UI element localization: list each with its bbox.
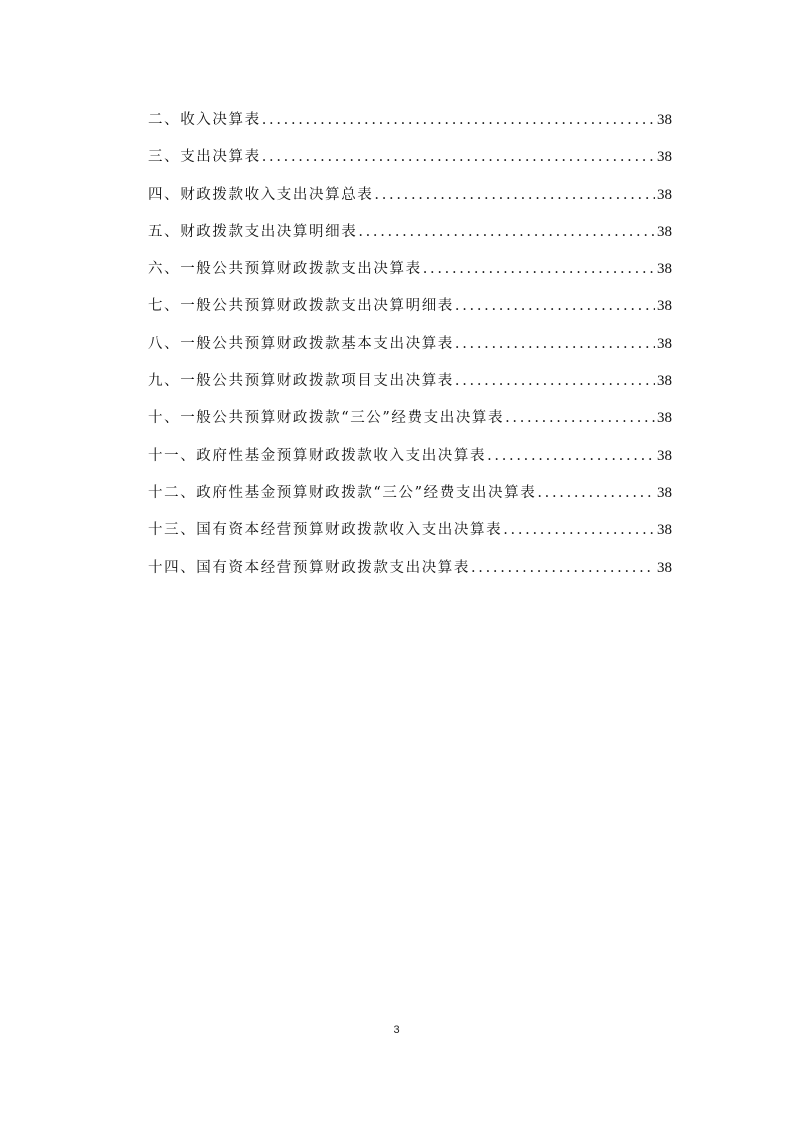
toc-entry[interactable] [148, 481, 672, 518]
toc-entry[interactable] [148, 332, 672, 369]
toc-entry-page: 38 [657, 112, 672, 128]
toc-entry-page: 38 [657, 298, 672, 315]
toc-entry-page: 38 [657, 261, 672, 278]
toc-dot-leader [455, 369, 655, 393]
table-of-contents [148, 108, 672, 593]
toc-entry-page: 38 [657, 149, 672, 166]
toc-dot-leader [505, 406, 655, 430]
toc-entry-title: 十二、政府性基金预算财政拨款“三公”经费支出决算表 [148, 484, 537, 501]
toc-entry-title: 四、财政拨款收入支出决算总表 [148, 186, 374, 203]
toc-dot-leader [374, 183, 655, 207]
toc-entry[interactable] [148, 556, 672, 593]
toc-dot-leader [487, 444, 655, 468]
toc-dot-leader [503, 518, 655, 542]
toc-entry[interactable] [148, 444, 672, 481]
toc-dot-leader [455, 332, 655, 356]
toc-entry-title: 十一、政府性基金预算财政拨款收入支出决算表 [148, 447, 487, 464]
toc-entry-page: 38 [657, 447, 672, 464]
toc-entry-title: 十三、国有资本经营预算财政拨款收入支出决算表 [148, 522, 503, 539]
toc-entry[interactable] [148, 108, 672, 145]
toc-dot-leader [262, 145, 655, 169]
toc-dot-leader [471, 556, 655, 580]
toc-entry[interactable] [148, 369, 672, 406]
toc-entry-title: 三、支出决算表 [148, 149, 261, 166]
toc-entry-page: 38 [657, 522, 672, 539]
page-number: 3 [393, 1024, 400, 1036]
toc-entry-page: 38 [657, 484, 672, 501]
toc-dot-leader [455, 294, 655, 318]
toc-entry-title: 二、收入决算表 [148, 112, 261, 128]
toc-dot-leader [358, 220, 655, 244]
toc-entry-page: 38 [657, 223, 672, 240]
toc-entry-title: 六、一般公共预算财政拨款支出决算表 [148, 261, 422, 278]
toc-entry-title: 五、财政拨款支出决算明细表 [148, 223, 358, 240]
toc-entry-page: 38 [657, 373, 672, 390]
toc-entry[interactable] [148, 257, 672, 294]
toc-entry[interactable] [148, 518, 672, 555]
toc-entry[interactable] [148, 220, 672, 257]
toc-entry-page: 38 [657, 335, 672, 352]
toc-entry-page: 38 [657, 186, 672, 203]
toc-entry-page: 38 [657, 559, 672, 576]
toc-entry-title: 七、一般公共预算财政拨款支出决算明细表 [148, 298, 454, 315]
toc-entry-title: 十、一般公共预算财政拨款“三公”经费支出决算表 [148, 410, 505, 427]
toc-entry[interactable] [148, 406, 672, 443]
toc-dot-leader [537, 481, 655, 505]
toc-entry-title: 八、一般公共预算财政拨款基本支出决算表 [148, 335, 454, 352]
toc-entry-title: 九、一般公共预算财政拨款项目支出决算表 [148, 373, 454, 390]
toc-entry[interactable] [148, 294, 672, 331]
toc-entry-title: 十四、国有资本经营预算财政拨款支出决算表 [148, 559, 470, 576]
toc-entry-page: 38 [657, 410, 672, 427]
toc-dot-leader [262, 108, 655, 132]
toc-entry[interactable] [148, 145, 672, 182]
toc-entry[interactable] [148, 183, 672, 220]
toc-dot-leader [423, 257, 655, 281]
